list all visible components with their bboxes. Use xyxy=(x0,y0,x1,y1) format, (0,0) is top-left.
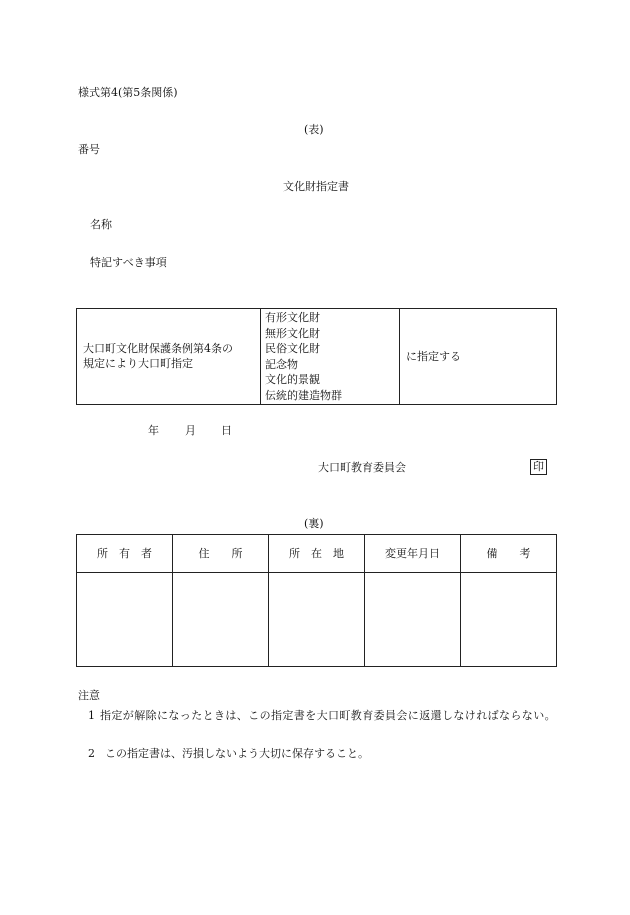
address-cell xyxy=(173,573,269,667)
location-cell xyxy=(269,573,365,667)
day-label: 日 xyxy=(221,424,232,437)
category-item: 伝統的建造物群 xyxy=(265,388,342,402)
category-item: 文化的景観 xyxy=(265,373,320,387)
seal-mark: 印 xyxy=(530,459,547,475)
column-header-location: 所 在 地 xyxy=(269,535,365,573)
change-date-cell xyxy=(365,573,461,667)
note-item xyxy=(80,706,560,746)
note-item xyxy=(80,744,560,764)
ownership-header-row xyxy=(77,535,557,573)
note-number: 2 xyxy=(88,747,95,760)
name-field-label: 名称 xyxy=(90,218,112,231)
action-cell xyxy=(400,309,557,405)
form-label: 様式第4(第5条関係) xyxy=(78,86,178,99)
seal-stamp xyxy=(530,459,547,475)
note-text: この指定書は、汚損しないよう大切に保存すること。 xyxy=(105,747,369,760)
note-text: 指定が解除になったときは、この指定書を大口町教育委員会に返還しなければならない。 xyxy=(100,709,556,722)
number-label: 番号 xyxy=(78,143,100,156)
ordinance-line: 規定により大口町指定 xyxy=(83,357,193,371)
issuer-name: 大口町教育委員会 xyxy=(318,461,406,474)
category-item: 有形文化財 xyxy=(265,311,320,324)
year-label: 年 xyxy=(148,424,159,437)
owner-cell xyxy=(77,573,173,667)
column-header-remarks: 備 考 xyxy=(461,535,557,573)
column-header-address: 住 所 xyxy=(173,535,269,573)
category-cell xyxy=(261,309,400,405)
column-header-change-date: 変更年月日 xyxy=(365,535,461,573)
ownership-table xyxy=(76,534,557,667)
ownership-entry-row xyxy=(77,573,557,667)
designation-table xyxy=(76,308,557,405)
special-notes-label: 特記すべき事項 xyxy=(90,256,167,269)
category-item: 民俗文化財 xyxy=(265,342,320,356)
document-title: 文化財指定書 xyxy=(283,180,349,193)
ordinance-cell xyxy=(77,309,261,405)
remarks-cell xyxy=(461,573,557,667)
designation-action: に指定する xyxy=(406,349,461,363)
month-label: 月 xyxy=(185,424,196,437)
back-side-label: (裏) xyxy=(304,517,324,530)
category-item: 無形文化財 xyxy=(265,326,320,340)
column-header-owner: 所 有 者 xyxy=(77,535,173,573)
ordinance-line: 大口町文化財保護条例第4条の xyxy=(83,341,233,355)
note-number: 1 xyxy=(88,709,95,722)
notes-heading: 注意 xyxy=(78,689,100,702)
front-side-label: (表) xyxy=(304,123,324,136)
category-item: 記念物 xyxy=(265,357,298,371)
